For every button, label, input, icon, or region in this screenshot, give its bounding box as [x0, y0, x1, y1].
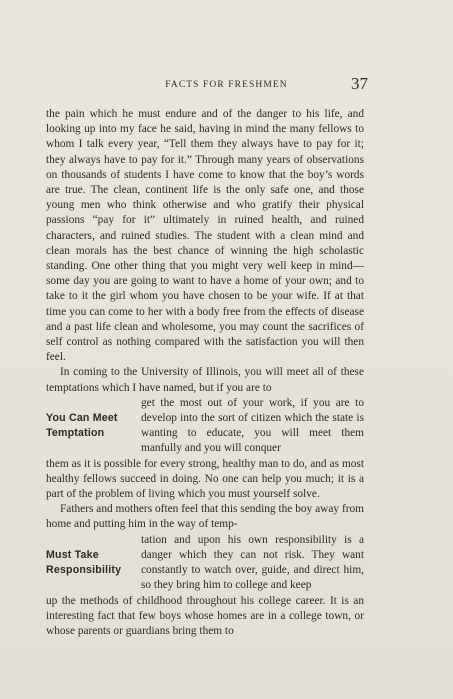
sidenote-text-1: get the most out of your work, if you are to develop into the sort of citizen which the state is wanting to educate, you will meet them manfully and you will conquer: [141, 396, 364, 455]
sidenote-heading-2-line2: Responsibility: [46, 564, 122, 577]
paragraph-3-lead: Fathers and mothers often feel that this sending the boy away from home and putting him in the way of temp-: [46, 503, 364, 531]
sidenote-heading-1-line2: Temptation: [46, 427, 105, 440]
page-header: [0, 74, 453, 98]
page-number: 37: [351, 74, 368, 93]
sidenote-heading-1: [46, 396, 141, 457]
sidenote-text-2: tation and upon his own responsibility is a danger which they can not risk. They want constantly to watch over, guide, and direct him, so they bring him to college and keep: [141, 533, 364, 592]
sidenote-block-2: [46, 533, 364, 594]
paragraph-3-tail: up the methods of childhood throughout his college career. It is an interesting fact that few boys whose homes are in a college town, or whose parents or guardians bring them to: [46, 594, 364, 637]
running-head: FACTS FOR FRESHMEN: [165, 80, 288, 90]
paragraph-1: the pain which he must endure and of the danger to his life, and looking up into my face he said, having in mind the many fellows to whom I talk every year, “Tell them they always have to pay for it; they always have to pay for it.” Through many years of observations on thousands of students I have come to know that the boy’s words are true. The clean, continent life is the only safe one, and those young men who think otherwise and who gratify their physical passions “pay for it” ultimately in ruined health, and ruined characters, and ruined studies. The student with a clean mind and clean morals has the best chance of winning the high scholastic standing. One other thing that you might very well keep in mind—some day you are going to want to have a home of your own; and to take to it the girl whom you have chosen to be your wife. If at that time you can come to her with a body free from the effects of disease and a past life clean and wholesome, you may count the sacrifices of self control as nothing compared with the satisfaction you will then feel.: [46, 108, 364, 364]
paragraph-2-lead: In coming to the University of Illinois, you will meet all of these temptations which I have named, but if you are to: [46, 366, 364, 394]
body-text: [46, 107, 364, 639]
sidenote-heading-1-line1: You Can Meet: [46, 412, 118, 425]
sidenote-heading-2: [46, 533, 141, 594]
sidenote-block-1: [46, 396, 364, 457]
paragraph-2-tail: them as it is possible for every strong, healthy man to do, and as most healthy fellows succeed in doing. No one can help you much; it is a part of the problem of living which you must yourself solve.: [46, 457, 364, 501]
sidenote-heading-2-line1: Must Take: [46, 548, 99, 561]
